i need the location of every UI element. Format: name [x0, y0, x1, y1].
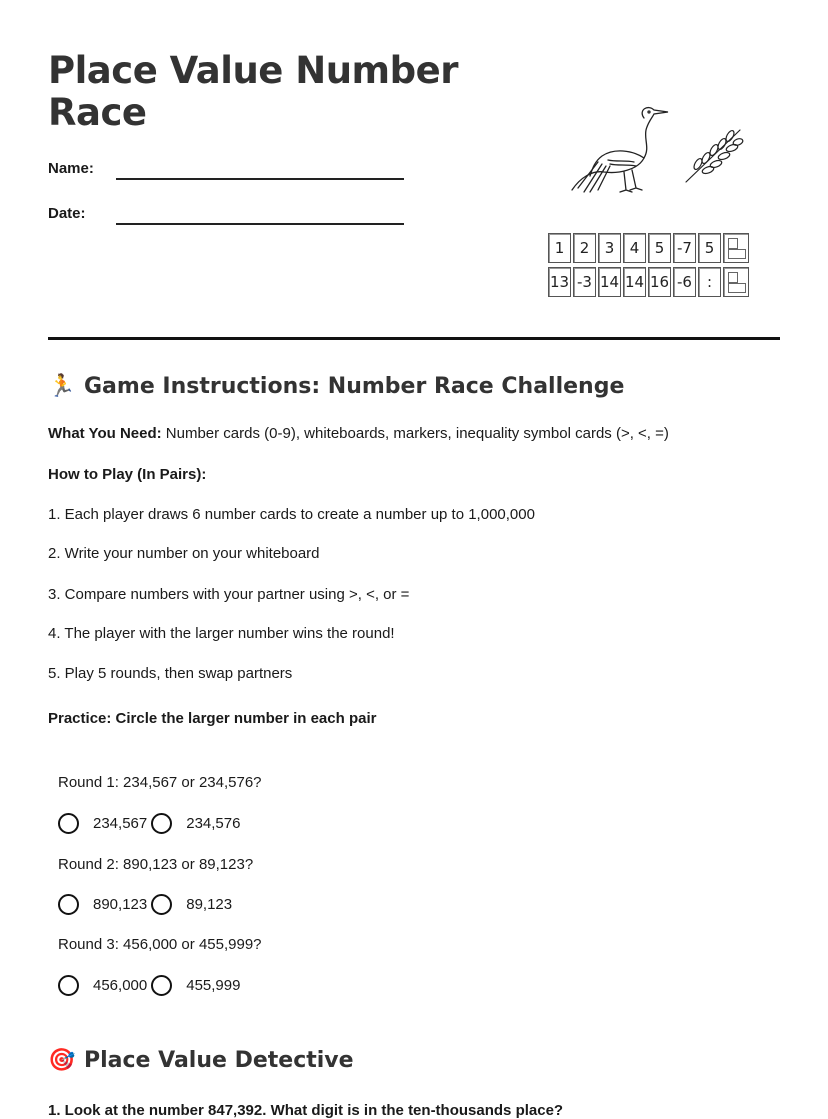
target-icon: 🎯: [48, 1048, 76, 1073]
option-label: 890,123: [93, 896, 148, 913]
card-row-1: [548, 233, 760, 263]
number-card: 5: [698, 233, 721, 263]
card-row-2: [548, 267, 760, 297]
page-title: Place Value Number Race: [48, 49, 458, 134]
name-line[interactable]: [116, 178, 404, 180]
detective-question-1: 1. Look at the number 847,392. What digit is in the ten-thousands place?: [48, 1102, 564, 1119]
need-label: What You Need:: [48, 425, 162, 442]
option-label: 89,123: [186, 896, 233, 913]
detective-heading-text: Place Value Detective: [84, 1048, 354, 1073]
grid-card-icon: [723, 233, 749, 263]
number-card: 1: [548, 233, 571, 263]
step-2: 2. Write your number on your whiteboard: [48, 545, 320, 562]
runner-icon: 🏃: [48, 374, 76, 399]
need-text: Number cards (0-9), whiteboards, markers, inequality symbol cards (>, <, =): [161, 425, 669, 442]
radio-circle[interactable]: [151, 894, 172, 915]
name-label: Name:: [48, 160, 94, 177]
option-a[interactable]: [58, 894, 151, 915]
what-you-need: [48, 425, 669, 442]
round-options: [58, 894, 236, 915]
number-card: 13: [548, 267, 571, 297]
detective-heading: [48, 1048, 354, 1073]
option-label: 455,999: [186, 977, 241, 994]
round-options: [58, 813, 244, 834]
round-question: Round 3: 456,000 or 455,999?: [58, 936, 262, 953]
number-card: 5: [648, 233, 671, 263]
step-3: 3. Compare numbers with your partner using >, <, or =: [48, 586, 410, 603]
step-5: 5. Play 5 rounds, then swap partners: [48, 665, 293, 682]
number-cards: [548, 233, 760, 301]
round-question: Round 2: 890,123 or 89,123?: [58, 856, 254, 873]
date-line[interactable]: [116, 223, 404, 225]
heron-drawing-icon: [568, 104, 672, 196]
radio-circle[interactable]: [151, 975, 172, 996]
number-card: -6: [673, 267, 696, 297]
how-to-play-label: How to Play (In Pairs):: [48, 466, 207, 483]
grid-card-icon: [723, 267, 749, 297]
number-card: 14: [623, 267, 646, 297]
option-a[interactable]: [58, 975, 151, 996]
option-b[interactable]: [151, 975, 244, 996]
radio-circle[interactable]: [58, 813, 79, 834]
radio-circle[interactable]: [151, 813, 172, 834]
instructions-heading-text: Game Instructions: Number Race Challenge: [84, 374, 625, 399]
number-card: 4: [623, 233, 646, 263]
step-1: 1. Each player draws 6 number cards to create a number up to 1,000,000: [48, 506, 535, 523]
option-a[interactable]: [58, 813, 151, 834]
radio-circle[interactable]: [58, 975, 79, 996]
olive-branch-icon: [682, 124, 746, 186]
option-b[interactable]: [151, 894, 236, 915]
name-field: [48, 160, 94, 177]
practice-label: Practice: Circle the larger number in each pair: [48, 710, 377, 727]
date-field: [48, 205, 86, 222]
step-4: 4. The player with the larger number wins the round!: [48, 625, 395, 642]
number-card: 2: [573, 233, 596, 263]
option-label: 234,576: [186, 815, 241, 832]
number-card: :: [698, 267, 721, 297]
number-card: 16: [648, 267, 671, 297]
number-card: -7: [673, 233, 696, 263]
round-options: [58, 975, 244, 996]
number-card: 14: [598, 267, 621, 297]
section-divider: [48, 337, 780, 340]
round-question: Round 1: 234,567 or 234,576?: [58, 774, 262, 791]
date-label: Date:: [48, 205, 86, 222]
number-card: -3: [573, 267, 596, 297]
option-label: 234,567: [93, 815, 148, 832]
radio-circle[interactable]: [58, 894, 79, 915]
option-label: 456,000: [93, 977, 148, 994]
option-b[interactable]: [151, 813, 244, 834]
number-card: 3: [598, 233, 621, 263]
instructions-heading: [48, 374, 624, 399]
